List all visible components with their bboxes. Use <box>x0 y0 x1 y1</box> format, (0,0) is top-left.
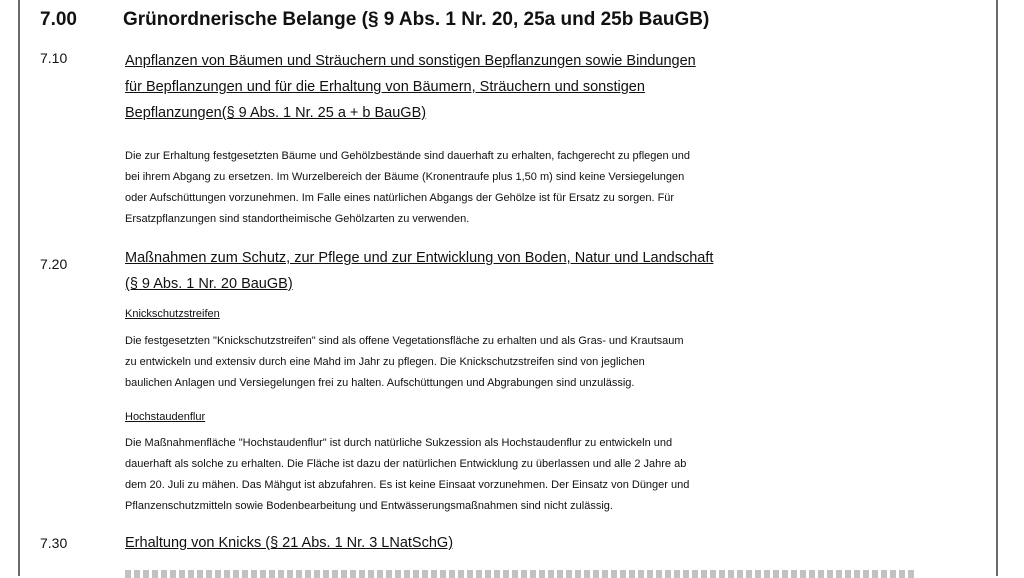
text-line: Pflanzenschutzmitteln sowie Bodenbearbeitung und Entwässerungsmaßnahmen sind nicht zulässig. <box>125 500 613 512</box>
item-heading-7-30 <box>125 530 915 556</box>
text-line: Ersatzpflanzungen sind standortheimische Gehölzarten zu verwenden. <box>125 213 470 225</box>
text-line: bei ihrem Abgang zu ersetzen. Im Wurzelbereich der Bäume (Kronentraufe plus 1,50 m) sind keine Versiegelungen <box>125 171 685 183</box>
text-line: Die zur Erhaltung festgesetzten Bäume und Gehölzbestände sind dauerhaft zu erhalten, fachgerecht zu pflegen und <box>125 150 691 162</box>
text-line: oder Aufschüttungen vorzunehmen. Im Falle eines natürlichen Abgangs der Gehölze ist für Ersatz zu sorgen. Für <box>125 192 675 204</box>
paragraph-knickschutzstreifen <box>125 331 925 394</box>
item-number-7-30: 7.30 <box>40 535 68 551</box>
text-line: baulichen Anlagen und Versiegelungen frei zu halten. Aufschüttungen und Abgrabungen sind unzulässig. <box>125 377 635 389</box>
heading-line: (§ 9 Abs. 1 Nr. 20 BauGB) <box>125 276 293 292</box>
subsection-title-hochstaudenflur: Hochstaudenflur <box>125 411 206 423</box>
paragraph-hochstaudenflur <box>125 433 925 517</box>
item-heading-7-10 <box>125 48 915 126</box>
heading-line: Bepflanzungen(§ 9 Abs. 1 Nr. 25 a + b BauGB) <box>125 105 427 121</box>
page-border-right <box>996 0 998 576</box>
heading-line: Anpflanzen von Bäumen und Sträuchern und sonstigen Bepflanzungen sowie Bindungen <box>125 53 696 69</box>
text-line: dem 20. Juli zu mähen. Das Mähgut ist abzufahren. Es ist keine Einsaat vorzunehmen. Der Einsatz von Dünger und <box>125 479 690 491</box>
section-number: 7.00 <box>40 9 77 30</box>
item-number-7-20: 7.20 <box>40 256 68 272</box>
paragraph-7-10 <box>125 146 925 230</box>
item-heading-7-20 <box>125 245 915 297</box>
subsection-title-knickschutzstreifen: Knickschutzstreifen <box>125 308 220 320</box>
section-title: Grünordnerische Belange (§ 9 Abs. 1 Nr. 20, 25a und 25b BauGB) <box>123 9 710 30</box>
heading-line: Maßnahmen zum Schutz, zur Pflege und zur Entwicklung von Boden, Natur und Landschaft <box>125 250 714 266</box>
item-number-7-10: 7.10 <box>40 50 68 66</box>
text-line: Die festgesetzten "Knickschutzstreifen" sind als offene Vegetationsfläche zu erhalten und als Gras- und Krautsaum <box>125 335 684 347</box>
text-line: Die Maßnahmenfläche "Hochstaudenflur" ist durch natürliche Sukzession als Hochstaudenflur zu entwickeln und <box>125 437 673 449</box>
heading-line: Erhaltung von Knicks (§ 21 Abs. 1 Nr. 3 LNatSchG) <box>125 535 454 551</box>
page-border-left <box>18 0 20 576</box>
heading-line: für Bepflanzungen und für die Erhaltung von Bäumern, Sträuchern und sonstigen <box>125 79 645 95</box>
text-line: zu entwickeln und extensiv durch eine Mahd im Jahr zu pflegen. Die Knickschutzstreifen sind von jeglichen <box>125 356 645 368</box>
text-line: dauerhaft als solche zu erhalten. Die Fläche ist dazu der natürlichen Entwicklung zu überlassen und alle 2 Jahre ab <box>125 458 687 470</box>
cut-off-text-line <box>125 570 915 578</box>
